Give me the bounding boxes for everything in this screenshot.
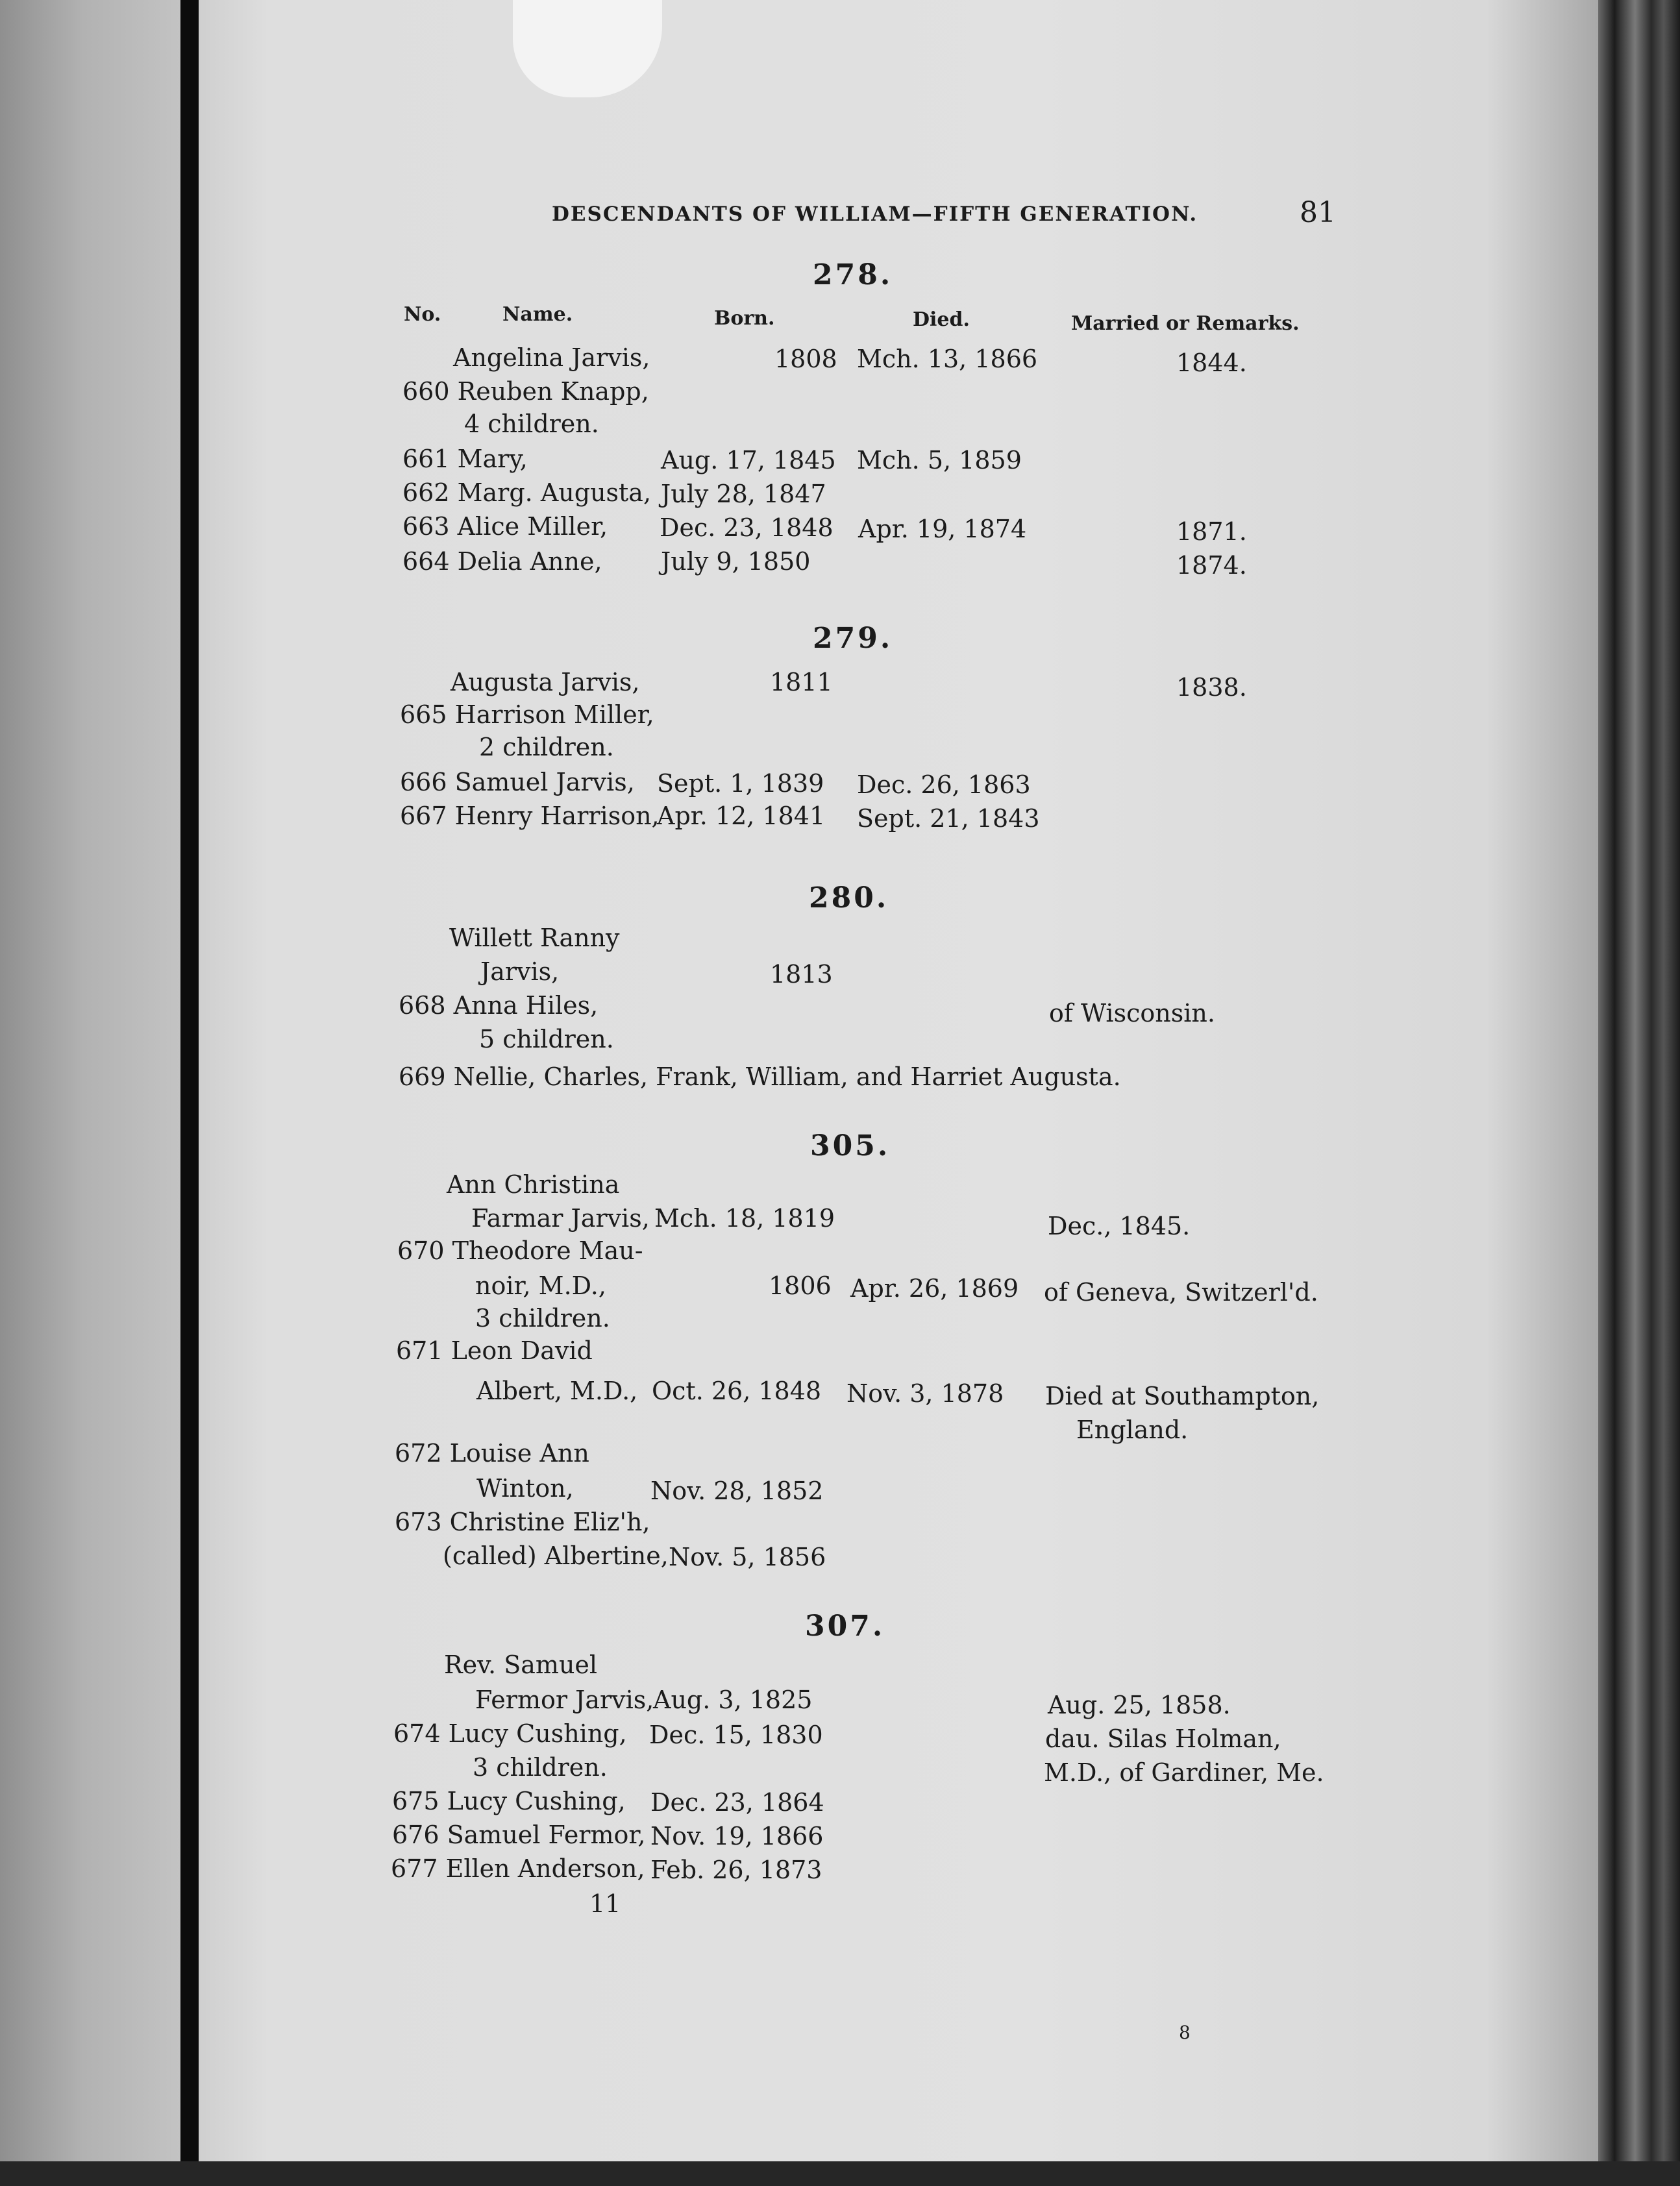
- entry-born: 1811: [770, 668, 833, 696]
- entry-remarks: M.D., of Gardiner, Me.: [1044, 1758, 1324, 1787]
- entry-born: Sept. 1, 1839: [657, 769, 824, 798]
- entry-name: Rev. Samuel: [444, 1651, 598, 1679]
- entry-name: 672 Louise Ann: [395, 1439, 589, 1468]
- scan-border: [0, 2161, 1680, 2186]
- entry-name: 661 Mary,: [402, 445, 528, 473]
- entry-name: 662 Marg. Augusta,: [402, 478, 652, 507]
- entry-born: Nov. 28, 1852: [650, 1477, 824, 1505]
- entry-born: Dec. 23, 1848: [660, 513, 834, 542]
- entry-born: 1806: [769, 1271, 832, 1300]
- section-number-278: 278.: [813, 258, 893, 291]
- running-title: DESCENDANTS OF WILLIAM—FIFTH GENERATION.: [552, 203, 1198, 226]
- entry-born: Dec. 15, 1830: [649, 1721, 823, 1749]
- entry-name: 669 Nellie, Charles, Frank, William, and Harriet Augusta.: [399, 1062, 1121, 1091]
- entry-name: 667 Henry Harrison,: [400, 802, 660, 830]
- entry-born: Nov. 5, 1856: [669, 1543, 826, 1571]
- entry-name: 674 Lucy Cushing,: [393, 1719, 627, 1748]
- entry-name: Augusta Jarvis,: [451, 668, 640, 696]
- entry-remarks: of Geneva, Switzerl'd.: [1044, 1278, 1318, 1307]
- entry-died: Apr. 19, 1874: [858, 515, 1027, 543]
- entry-remarks: England.: [1076, 1416, 1189, 1444]
- entry-died: Sept. 21, 1843: [857, 804, 1040, 833]
- entry-born: July 9, 1850: [661, 547, 811, 576]
- entry-remarks: dau. Silas Holman,: [1045, 1725, 1281, 1753]
- entry-name: 671 Leon David: [396, 1336, 593, 1365]
- entry-born: 1813: [770, 960, 833, 989]
- entry-name: 3 children.: [473, 1753, 608, 1782]
- entry-born: 1808: [774, 345, 837, 373]
- section-number-280: 280.: [809, 881, 889, 915]
- entry-remarks: Died at Southampton,: [1045, 1382, 1320, 1410]
- column-header-name: Name.: [502, 303, 573, 326]
- page-stack-edge: [1598, 0, 1680, 2161]
- entry-born: Aug. 3, 1825: [653, 1686, 813, 1714]
- column-header-remarks: Married or Remarks.: [1071, 312, 1300, 335]
- entry-born: Mch. 18, 1819: [654, 1204, 835, 1233]
- entry-name: 664 Delia Anne,: [402, 547, 602, 576]
- entry-born: Dec. 23, 1864: [650, 1788, 824, 1817]
- entry-remarks: 1844.: [1176, 349, 1247, 377]
- entry-born: Feb. 26, 1873: [650, 1856, 822, 1884]
- entry-name: 676 Samuel Fermor,: [392, 1821, 646, 1849]
- entry-name: 666 Samuel Jarvis,: [400, 768, 635, 796]
- entry-remarks: Aug. 25, 1858.: [1048, 1691, 1231, 1719]
- entry-born: Apr. 12, 1841: [657, 802, 826, 830]
- entry-name: Angelina Jarvis,: [453, 343, 650, 372]
- entry-name: Winton,: [476, 1474, 574, 1503]
- facing-page-edge: [0, 0, 186, 2161]
- entry-name: Jarvis,: [480, 957, 560, 986]
- entry-name: Albert, M.D.,: [476, 1377, 638, 1405]
- entry-name: Fermor Jarvis,: [475, 1686, 654, 1714]
- entry-died: Mch. 13, 1866: [857, 345, 1038, 373]
- entry-name: 663 Alice Miller,: [402, 512, 608, 541]
- entry-born: Aug. 17, 1845: [661, 446, 836, 474]
- entry-name: 5 children.: [479, 1025, 614, 1053]
- entry-name: 3 children.: [475, 1304, 610, 1332]
- entry-name: 668 Anna Hiles,: [399, 991, 599, 1020]
- entry-name: 4 children.: [464, 410, 599, 438]
- section-number-279: 279.: [813, 622, 893, 655]
- page-footer-mark: 8: [1179, 2022, 1191, 2043]
- entry-remarks: of Wisconsin.: [1049, 999, 1215, 1027]
- book-gutter: [180, 0, 199, 2161]
- entry-name: 670 Theodore Mau-: [397, 1236, 643, 1265]
- entry-born: July 28, 1847: [661, 480, 826, 508]
- entry-remarks: 1871.: [1176, 517, 1247, 546]
- page-number: 81: [1300, 196, 1336, 229]
- entry-died: Dec. 26, 1863: [857, 770, 1031, 799]
- signature-mark: 11: [589, 1889, 621, 1918]
- column-header-born: Born.: [714, 307, 775, 330]
- entry-name: 660 Reuben Knapp,: [402, 377, 649, 406]
- entry-name: 665 Harrison Miller,: [400, 700, 654, 729]
- section-number-305: 305.: [810, 1129, 891, 1162]
- entry-remarks: 1874.: [1176, 551, 1247, 580]
- entry-name: 2 children.: [479, 733, 614, 761]
- entry-born: Oct. 26, 1848: [652, 1377, 822, 1405]
- entry-name: (called) Albertine,: [443, 1541, 669, 1570]
- entry-name: Willett Ranny: [449, 924, 620, 952]
- entry-name: 677 Ellen Anderson,: [391, 1854, 645, 1883]
- column-header-no: No.: [404, 303, 441, 326]
- entry-remarks: 1838.: [1176, 673, 1247, 702]
- entry-name: 675 Lucy Cushing,: [392, 1787, 626, 1815]
- section-number-307: 307.: [805, 1610, 885, 1643]
- entry-name: Ann Christina: [447, 1170, 620, 1199]
- column-header-died: Died.: [913, 308, 970, 331]
- entry-died: Apr. 26, 1869: [850, 1274, 1019, 1303]
- entry-died: Nov. 3, 1878: [846, 1379, 1004, 1408]
- entry-died: Mch. 5, 1859: [857, 446, 1022, 474]
- entry-name: 673 Christine Eliz'h,: [395, 1508, 650, 1536]
- entry-remarks: Dec., 1845.: [1048, 1212, 1191, 1240]
- entry-born: Nov. 19, 1866: [650, 1822, 824, 1850]
- entry-name: Farmar Jarvis,: [471, 1204, 650, 1233]
- entry-name: noir, M.D.,: [475, 1271, 606, 1300]
